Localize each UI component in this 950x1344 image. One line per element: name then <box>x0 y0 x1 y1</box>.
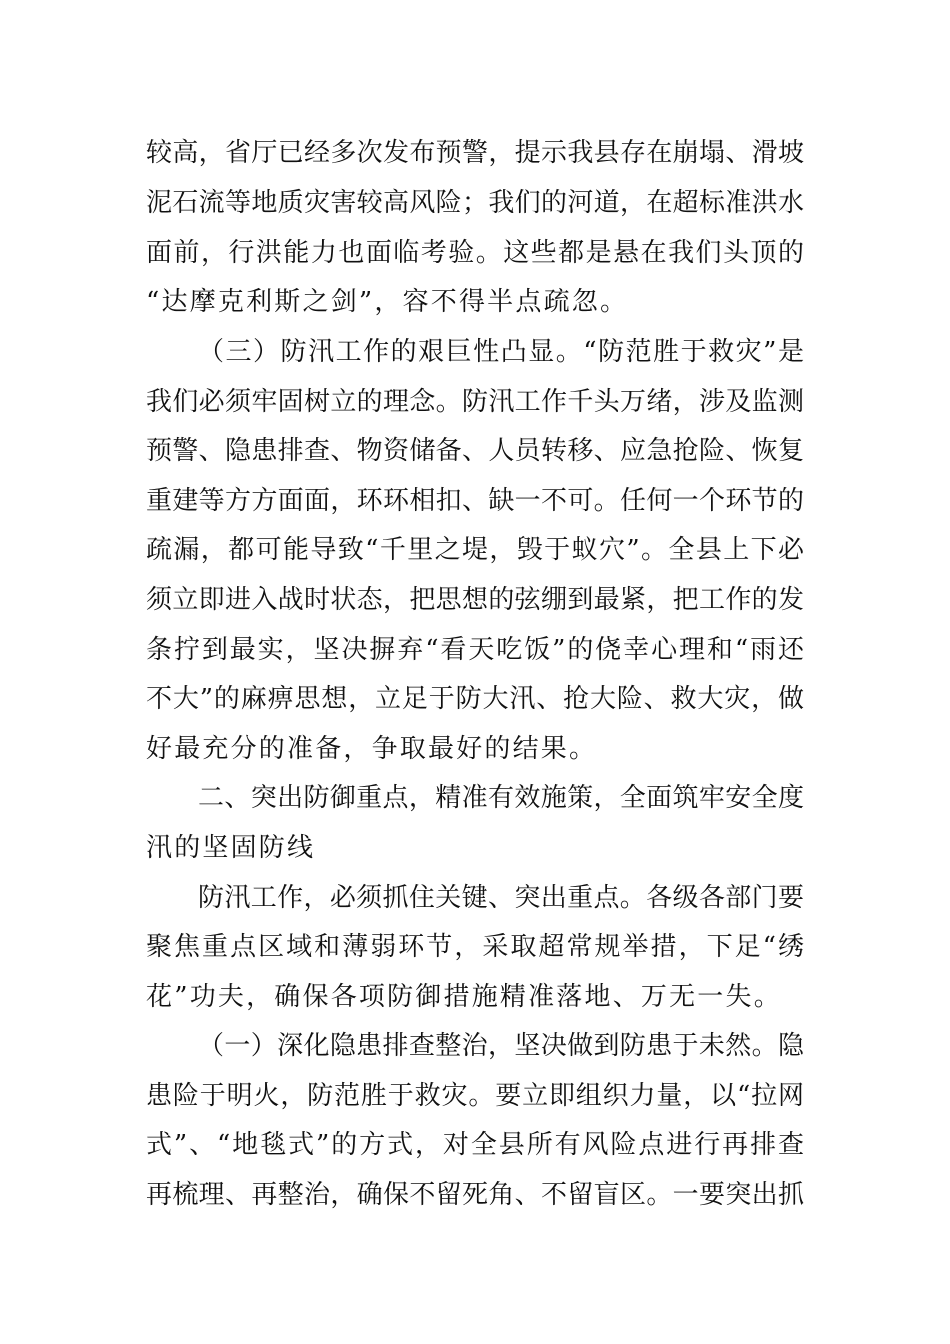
text-line-7: 预警、隐患排查、物资储备、人员转移、应急抢险、恢复 <box>146 436 804 466</box>
text-line-3: 面前，行洪能力也面临考验。这些都是悬在我们头顶的 <box>146 238 804 268</box>
text-line-5: （三）防汛工作的艰巨性凸显。“防范胜于救灾”是 <box>198 337 804 367</box>
text-line-6: 我们必须牢固树立的理念。防汛工作千头万绪，涉及监测 <box>146 387 804 417</box>
text-line-10: 须立即进入战时状态，把思想的弦绷到最紧，把工作的发 <box>146 585 804 615</box>
text-line-17: 聚焦重点区域和薄弱环节，采取超常规举措，下足“绣 <box>146 932 804 962</box>
text-line-21: 式”、“地毯式”的方式，对全县所有风险点进行再排查 <box>146 1130 804 1160</box>
text-line-11: 条拧到最实，坚决摒弃“看天吃饭”的侥幸心理和“雨还 <box>146 635 804 665</box>
section-heading-line-1: 二、突出防御重点，精准有效施策，全面筑牢安全度 <box>198 783 804 813</box>
text-line-2: 泥石流等地质灾害较高风险；我们的河道，在超标准洪水 <box>146 188 804 218</box>
section-heading-line-2: 汛的坚固防线 <box>146 833 316 863</box>
text-line-9: 疏漏，都可能导致“千里之堤，毁于蚁穴”。全县上下必 <box>146 535 804 565</box>
text-line-1: 较高，省厅已经多次发布预警，提示我县存在崩塌、滑坡 <box>146 138 804 168</box>
text-line-4: “达摩克利斯之剑”，容不得半点疏忽。 <box>146 287 629 317</box>
text-line-12: 不大”的麻痹思想，立足于防大汛、抢大险、救大灾，做 <box>146 684 804 714</box>
text-line-8: 重建等方方面面，环环相扣、缺一不可。任何一个环节的 <box>146 486 804 516</box>
text-line-16: 防汛工作，必须抓住关键、突出重点。各级各部门要 <box>198 883 804 913</box>
text-line-18: 花”功夫，确保各项防御措施精准落地、万无一失。 <box>146 982 782 1012</box>
text-line-13: 好最充分的准备，争取最好的结果。 <box>146 734 598 764</box>
text-line-22: 再梳理、再整治，确保不留死角、不留盲区。一要突出抓 <box>146 1180 804 1210</box>
text-line-20: 患险于明火，防范胜于救灾。要立即组织力量，以“拉网 <box>146 1081 804 1111</box>
text-line-19: （一）深化隐患排查整治，坚决做到防患于未然。隐 <box>198 1031 804 1061</box>
